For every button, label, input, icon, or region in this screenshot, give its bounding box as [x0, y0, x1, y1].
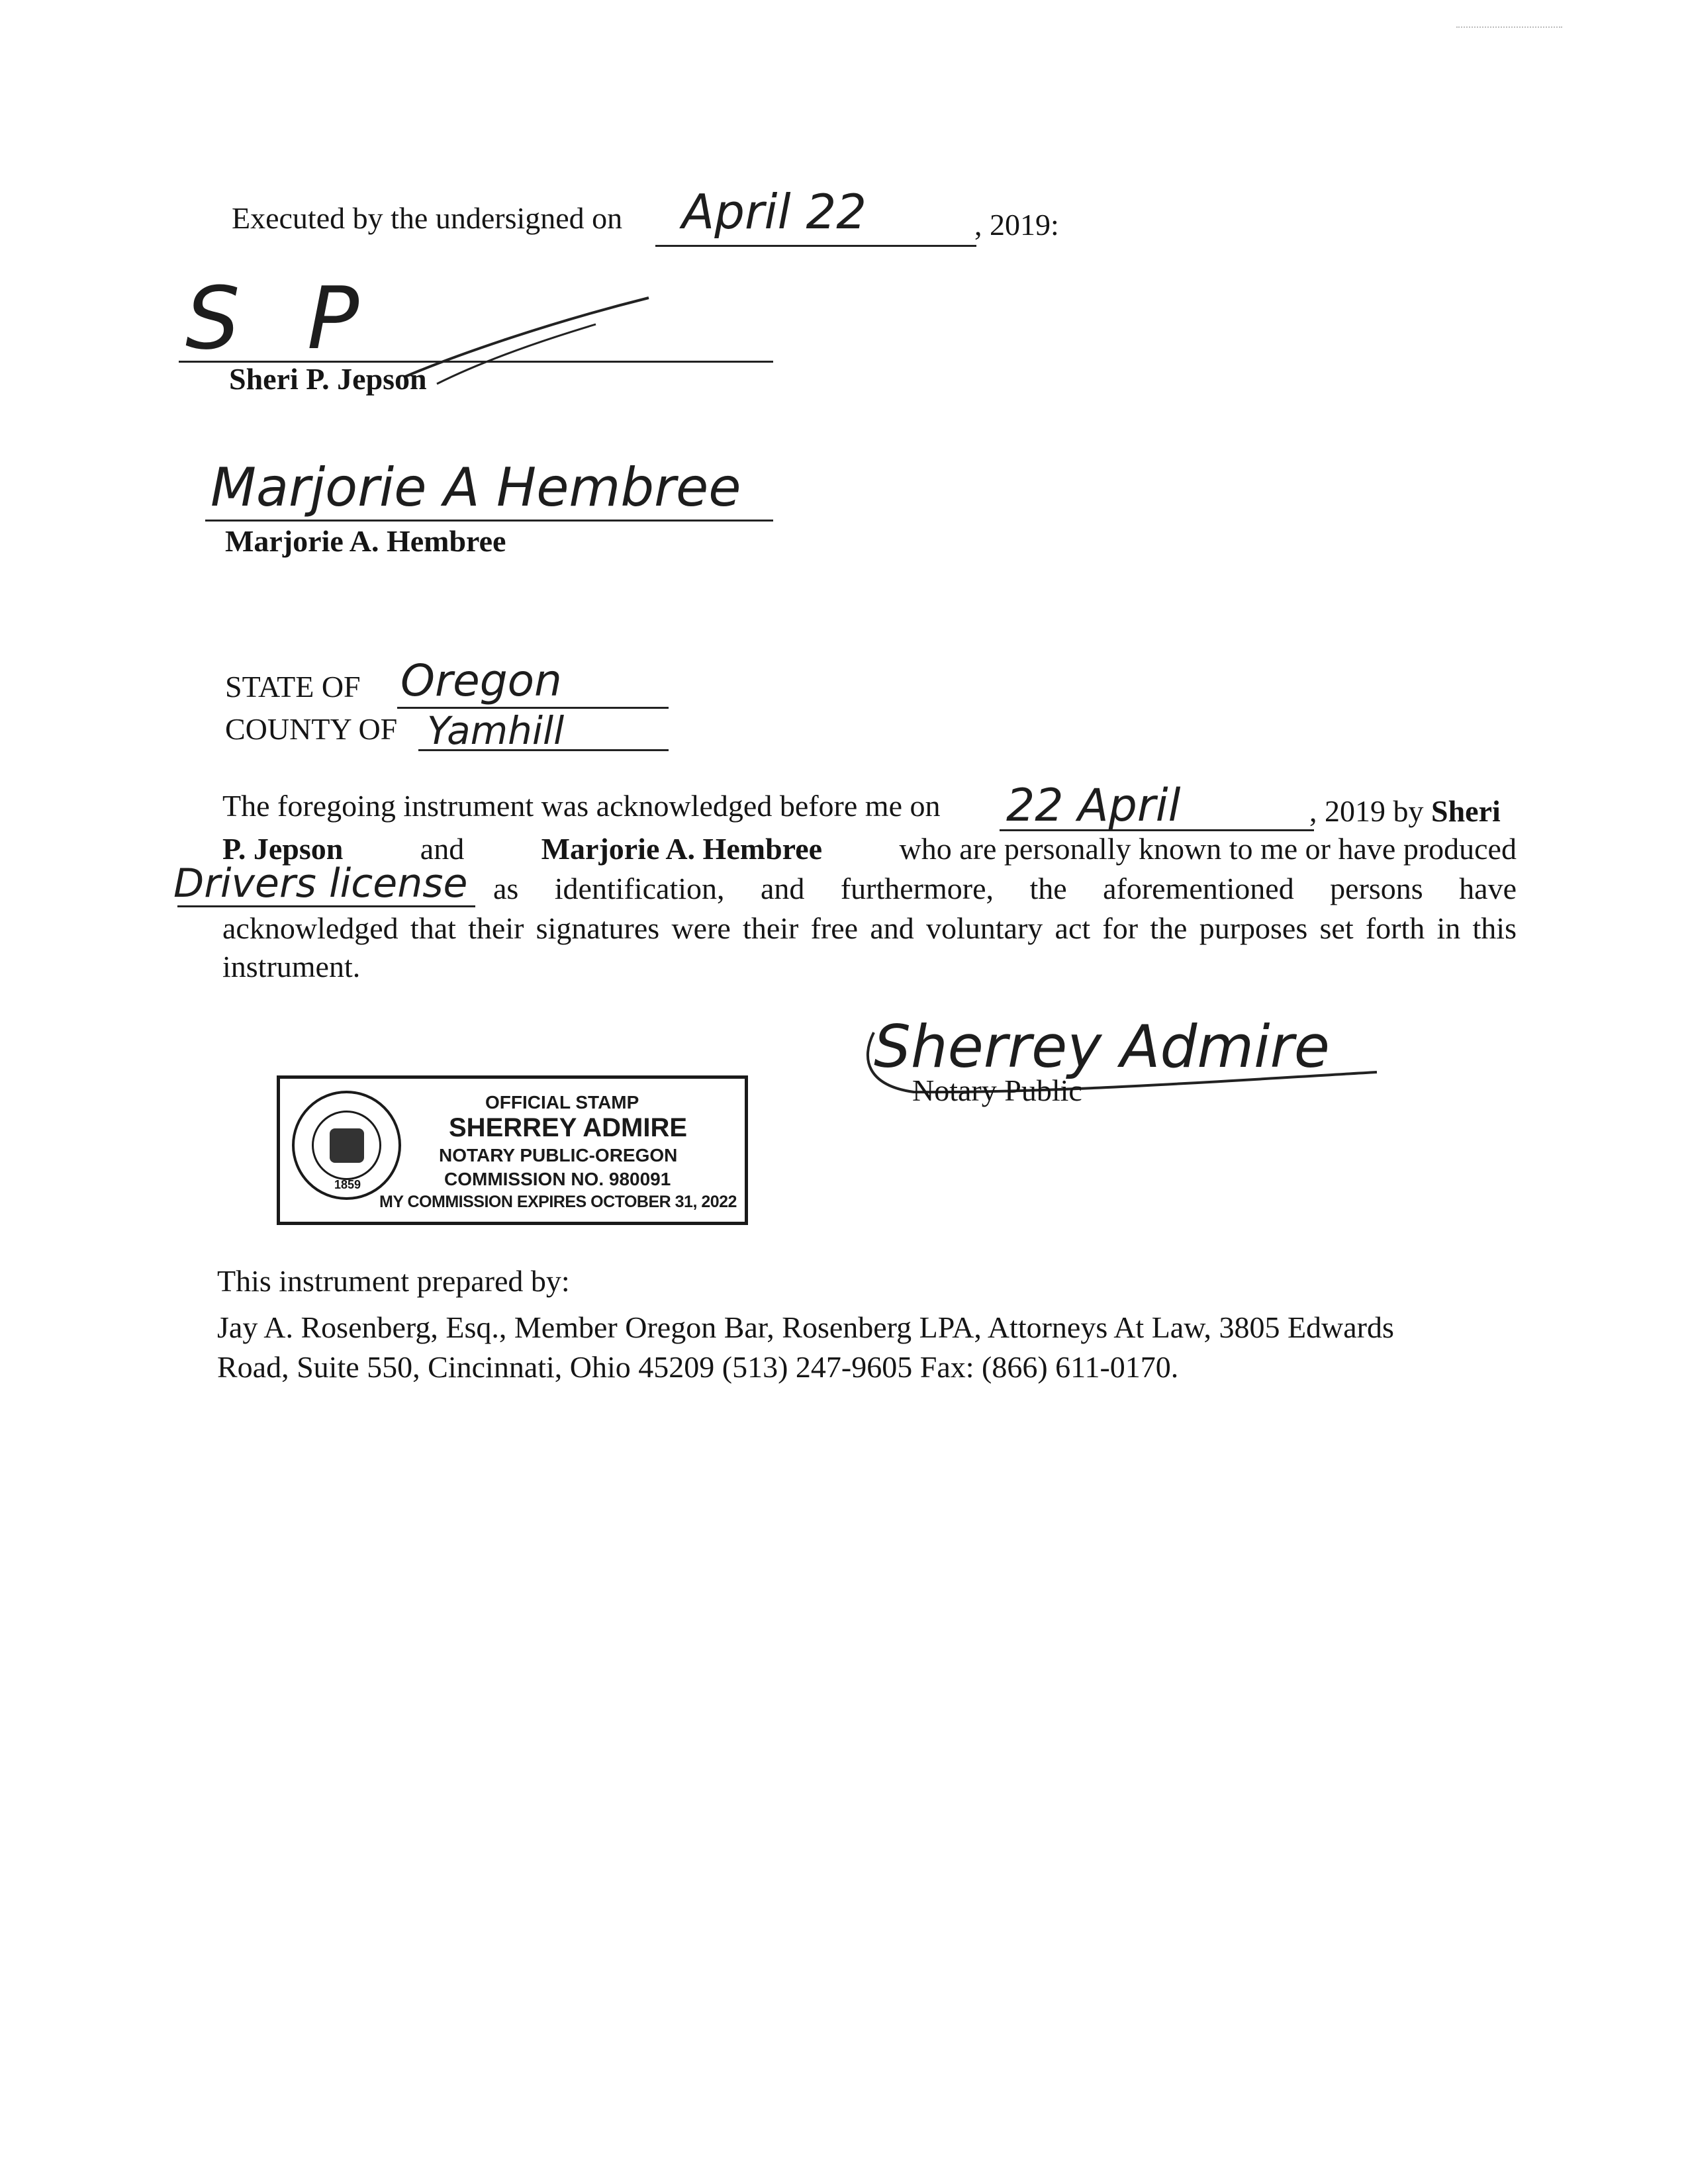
signer-name-2: Marjorie A. Hembree: [225, 524, 506, 558]
signature-sheri-jepson: S P: [185, 268, 379, 369]
notary-public-label: Notary Public: [912, 1073, 1082, 1107]
execution-date-handwritten: April 22: [682, 184, 867, 240]
state-value-handwritten: Oregon: [400, 655, 562, 706]
seal-year: 1859: [334, 1178, 361, 1191]
oregon-state-seal-icon: [292, 1091, 401, 1200]
state-label: STATE OF: [225, 670, 361, 704]
official-notary-stamp: [277, 1075, 748, 1225]
execution-date-line: [655, 245, 976, 247]
prepared-by-line-1: Jay A. Rosenberg, Esq., Member Oregon Bar, Rosenberg LPA, Attorneys At Law, 3805 Edwards: [217, 1310, 1394, 1344]
ack-id-handwritten: Drivers license: [173, 860, 468, 907]
signature-flourish: [397, 285, 662, 390]
stamp-line-1: OFFICIAL STAMP: [485, 1092, 639, 1113]
ack-line-1: [222, 788, 940, 825]
execution-line: [232, 200, 622, 237]
stamp-line-3: NOTARY PUBLIC-OREGON: [439, 1145, 678, 1165]
ack-line-2: P. Jepson and Marjorie A. Hembree who are personally known to me or have produced: [222, 832, 1517, 866]
ack-line-5: instrument.: [222, 950, 361, 983]
ack-sheri: Sheri: [1431, 794, 1501, 828]
county-value-handwritten: Yamhill: [427, 708, 565, 753]
signature-marjorie-hembree: Marjorie A Hembree: [211, 457, 741, 518]
ack-line-1-post: , 2019 by Sheri: [1309, 794, 1501, 828]
signature-line-2: [205, 520, 773, 522]
county-label: COUNTY OF: [225, 712, 398, 746]
execution-suffix: , 2019:: [974, 208, 1059, 242]
ack-line-3: as identification, and furthermore, the aforementioned persons have: [493, 872, 1517, 905]
notary-signature: Sherrey Admire: [874, 1013, 1330, 1081]
scan-artifact: [1456, 26, 1562, 34]
prepared-by-line-2: Road, Suite 550, Cincinnati, Ohio 45209 (513) 247-9605 Fax: (866) 611-0170.: [217, 1350, 1179, 1384]
execution-prefix: Executed by the undersigned on: [232, 201, 623, 235]
ack-line-1-pre: The foregoing instrument was acknowledged before me on: [222, 789, 941, 823]
stamp-line-2: SHERREY ADMIRE: [449, 1113, 688, 1142]
signer-name-1: Sheri P. Jepson: [229, 362, 427, 396]
stamp-line-4: COMMISSION NO. 980091: [444, 1169, 671, 1189]
ack-date-handwritten: 22 April: [1006, 780, 1181, 832]
stamp-line-5: MY COMMISSION EXPIRES OCTOBER 31, 2022: [379, 1193, 737, 1211]
ack-line-4: acknowledged that their signatures were their free and voluntary act for the purposes set forth in this: [222, 911, 1517, 945]
prepared-by-heading: This instrument prepared by:: [217, 1264, 570, 1298]
